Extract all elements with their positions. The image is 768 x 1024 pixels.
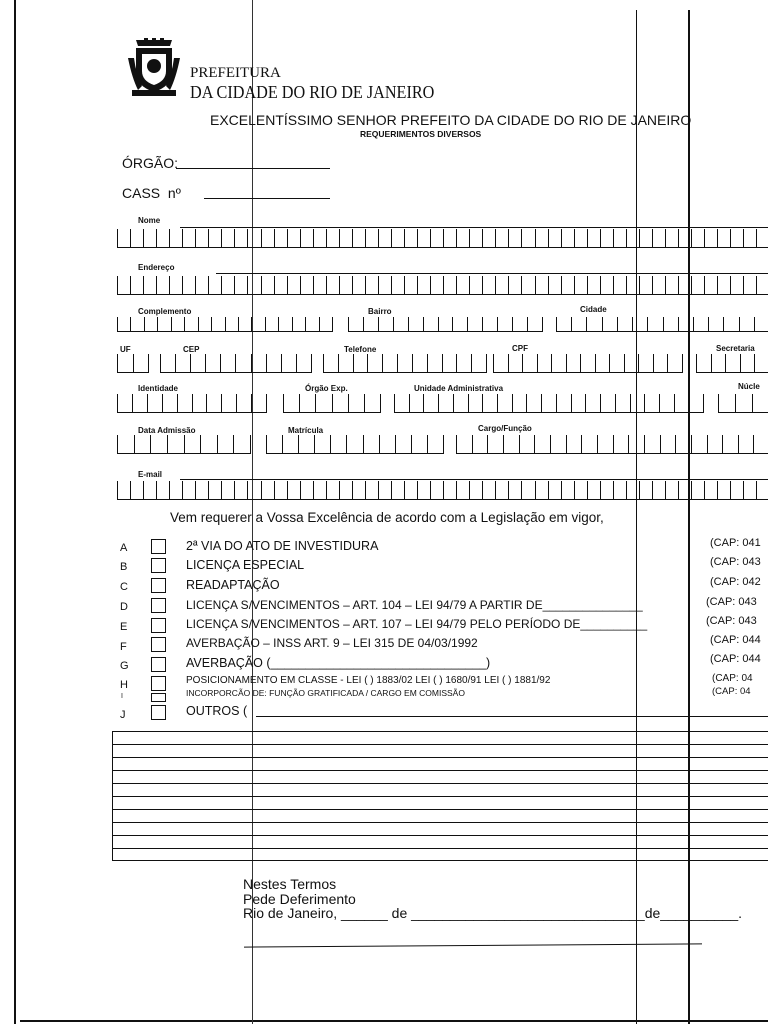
request-intro: Vem requerer a Vossa Excelência de acordo com a Legislação em vigor, [170, 510, 604, 525]
item-cap: (CAP: 04 [712, 686, 751, 697]
cass-field[interactable] [204, 182, 330, 199]
item-checkbox[interactable] [151, 676, 166, 691]
bairro-label: Bairro [368, 307, 392, 316]
cargo-field[interactable] [456, 435, 768, 454]
cpf-field[interactable] [493, 354, 683, 373]
cidade-label: Cidade [580, 305, 607, 314]
item-label: AVERBAÇÃO (_______________________________) [186, 656, 491, 670]
notes-area[interactable] [112, 731, 768, 861]
item-cap: (CAP: 041 [710, 537, 761, 549]
complemento-field[interactable] [117, 317, 333, 332]
cargo-label: Cargo/Função [478, 424, 532, 433]
matricula-label: Matrícula [288, 426, 324, 435]
orgao-exp-label: Órgão Exp. [305, 384, 348, 393]
item-letter: A [120, 542, 128, 554]
item-letter: C [120, 581, 128, 593]
bairro-field[interactable] [348, 317, 543, 332]
item-checkbox[interactable] [151, 657, 166, 672]
item-cap: (CAP: 044 [710, 634, 761, 646]
item-label: INCORPORCÃO DE: FUNÇÃO GRATIFICADA / CARGO EM COMISSÃO [186, 688, 465, 698]
item-cap: (CAP: 042 [710, 576, 761, 588]
item-checkbox[interactable] [151, 558, 166, 573]
email-field[interactable] [117, 481, 768, 500]
item-label: LICENÇA S/VENCIMENTOS – ART. 107 – LEI 94/79 PELO PERÍODO DE__________ [186, 617, 648, 631]
closing-line2: Pede Deferimento [243, 891, 356, 907]
telefone-label: Telefone [344, 345, 377, 354]
email-label: E-mail [138, 470, 163, 479]
item-checkbox[interactable] [151, 618, 166, 633]
item-letter: E [120, 621, 128, 633]
cep-label: CEP [183, 345, 200, 354]
item-checkbox[interactable] [151, 578, 166, 593]
cass-label: CASS nº [122, 185, 181, 201]
org-name-line2: DA CIDADE DO RIO DE JANEIRO [190, 82, 435, 102]
data-admissao-label: Data Admissão [138, 426, 196, 435]
nome-label: Nome [138, 216, 161, 225]
secretaria-field[interactable] [696, 354, 768, 373]
data-admissao-field[interactable] [117, 435, 251, 454]
cpf-label: CPF [512, 344, 528, 353]
item-label: READAPTAÇÃO [186, 578, 280, 592]
item-label: OUTROS ( [186, 704, 248, 718]
unidade-label: Unidade Administrativa [414, 384, 504, 393]
form-subtitle: REQUERIMENTOS DIVERSOS [360, 129, 482, 139]
page-bottom-border [20, 1020, 768, 1022]
signature-line [244, 943, 702, 947]
orgao-label: ÓRGÃO: [122, 155, 179, 171]
item-checkbox[interactable] [151, 539, 166, 554]
uf-label: UF [120, 345, 131, 354]
item-cap: (CAP: 04 [712, 673, 753, 684]
telefone-field[interactable] [323, 354, 487, 373]
complemento-label: Complemento [138, 307, 192, 316]
item-checkbox[interactable] [151, 637, 166, 652]
identidade-label: Identidade [138, 384, 179, 393]
city-crest-logo [126, 38, 182, 98]
item-label: LICENÇA ESPECIAL [186, 558, 305, 572]
page-left-border [14, 0, 16, 1024]
item-label: LICENÇA S/VENCIMENTOS – ART. 104 – LEI 94/79 A PARTIR DE_______________ [186, 598, 643, 612]
nome-field[interactable] [117, 229, 768, 248]
scan-line [636, 10, 637, 1024]
item-letter: J [120, 709, 126, 721]
matricula-field[interactable] [266, 435, 444, 454]
orgao-field[interactable] [176, 152, 330, 169]
uf-field[interactable] [117, 354, 149, 373]
item-checkbox[interactable] [151, 693, 166, 702]
item-label: AVERBAÇÃO – INSS ART. 9 – LEI 315 DE 04/03/1992 [186, 636, 478, 650]
nucleo-field[interactable] [718, 394, 768, 413]
item-label: POSICIONAMENTO EM CLASSE - LEI ( ) 1883/02 LEI ( ) 1680/91 LEI ( ) 1881/92 [186, 675, 551, 686]
item-cap: (CAP: 043 [706, 596, 757, 608]
item-letter: D [120, 601, 128, 613]
item-letter: B [120, 561, 128, 573]
form-title: EXCELENTÍSSIMO SENHOR PREFEITO DA CIDADE DO RIO DE JANEIRO [210, 112, 692, 128]
item-cap: (CAP: 044 [710, 653, 761, 665]
item-checkbox[interactable] [151, 705, 166, 720]
cep-field[interactable] [160, 354, 312, 373]
item-cap: (CAP: 043 [710, 556, 761, 568]
item-letter: G [120, 660, 129, 672]
closing-line3: Rio de Janeiro, ______ de ______________________________de__________. [243, 905, 743, 921]
item-letter: F [120, 641, 127, 653]
item-label: 2ª VIA DO ATO DE INVESTIDURA [186, 539, 379, 553]
item-checkbox[interactable] [151, 598, 166, 613]
item-letter: H [120, 679, 128, 691]
secretaria-label: Secretaria [716, 344, 755, 353]
orgao-exp-field[interactable] [283, 394, 381, 413]
endereco-field[interactable] [117, 276, 768, 295]
identidade-field[interactable] [117, 394, 267, 413]
scan-line [688, 10, 690, 1024]
cidade-field[interactable] [556, 317, 768, 332]
nucleo-label: Núcle [738, 382, 760, 391]
org-name-line1: PREFEITURA [190, 65, 281, 81]
closing-line1: Nestes Termos [243, 876, 337, 892]
unidade-field[interactable] [394, 394, 704, 413]
endereco-label: Endereço [138, 263, 175, 272]
item-cap: (CAP: 043 [706, 615, 757, 627]
item-letter: I [121, 693, 123, 700]
